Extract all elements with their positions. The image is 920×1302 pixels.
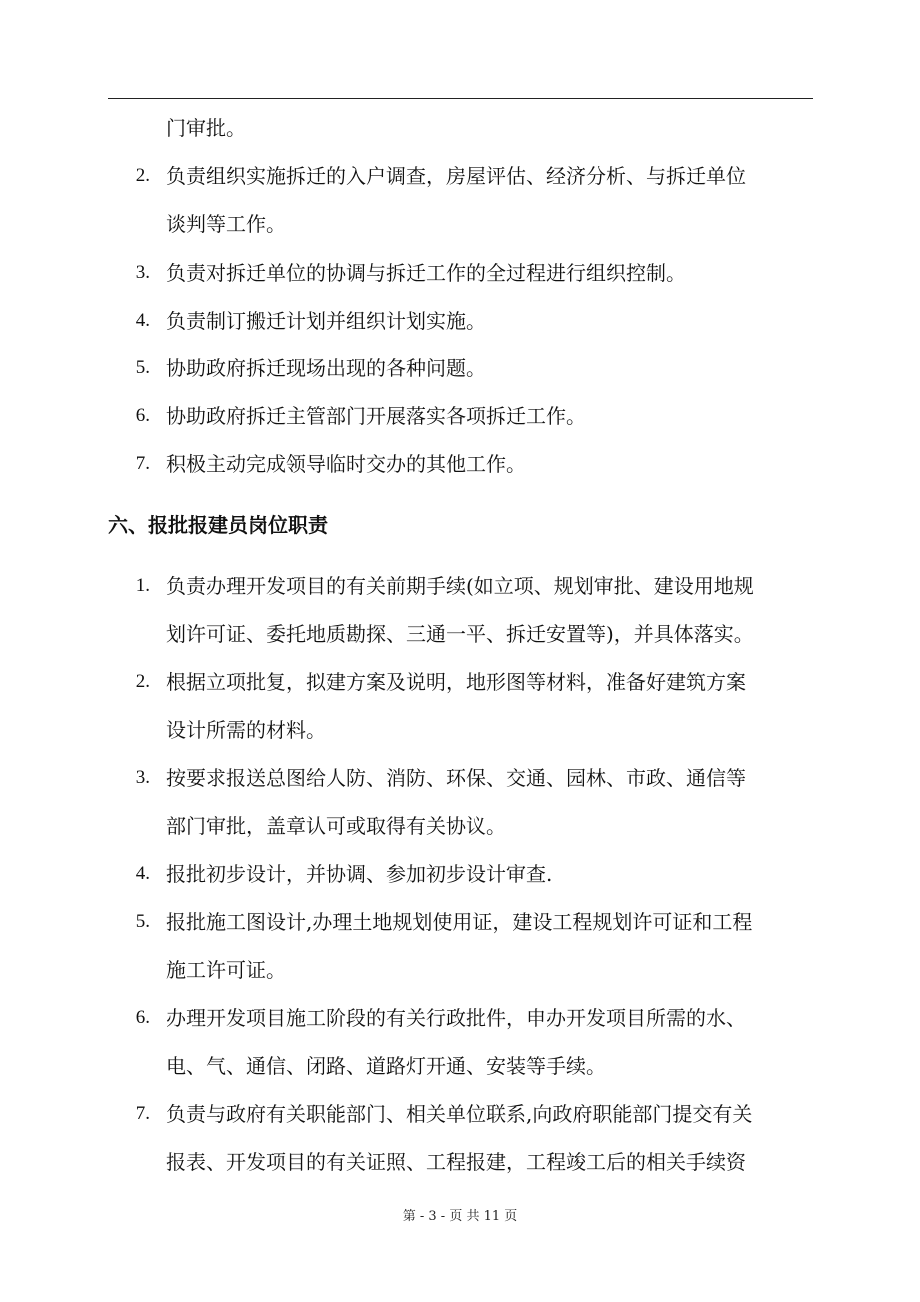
item-text: 划许可证、委托地质勘探、三通一平、拆迁安置等)，并具体落实。 (166, 622, 754, 646)
item-text: 负责制订搬迁计划并组织计划实施。 (166, 309, 486, 333)
item-number: 4. (135, 863, 150, 884)
header-rule (108, 98, 813, 99)
item-number: 7. (135, 453, 150, 474)
continuation-text: 门审批。 (166, 116, 246, 140)
item-text: 谈判等工作。 (166, 212, 286, 236)
item-number: 3. (135, 262, 150, 283)
item-text: 施工许可证。 (166, 958, 286, 982)
section-heading: 六、报批报建员岗位职责 (108, 513, 328, 537)
page-footer: 第 - 3 - 页 共 11 页 (402, 1209, 518, 1224)
item-text: 负责对拆迁单位的协调与拆迁工作的全过程进行组织控制。 (166, 261, 686, 285)
item-text: 设计所需的材料。 (166, 718, 326, 742)
item-text: 电、气、通信、闭路、道路灯开通、安装等手续。 (166, 1054, 606, 1078)
item-number: 6. (135, 405, 150, 426)
item-text: 协助政府拆迁现场出现的各种问题。 (166, 356, 486, 380)
item-text: 积极主动完成领导临时交办的其他工作。 (166, 452, 526, 476)
item-number: 3. (135, 767, 150, 788)
item-text: 负责办理开发项目的有关前期手续(如立项、规划审批、建设用地规 (166, 574, 754, 598)
item-text: 报表、开发项目的有关证照、工程报建，工程竣工后的相关手续资 (166, 1150, 746, 1174)
item-text: 按要求报送总图给人防、消防、环保、交通、园林、市政、通信等 (166, 766, 746, 790)
item-text: 办理开发项目施工阶段的有关行政批件，申办开发项目所需的水、 (166, 1006, 746, 1030)
item-text: 部门审批，盖章认可或取得有关协议。 (166, 814, 506, 838)
item-number: 7. (135, 1103, 150, 1124)
item-text: 报批初步设计，并协调、参加初步设计审查. (166, 862, 553, 886)
item-number: 4. (135, 310, 150, 331)
item-text: 报批施工图设计,办理土地规划使用证，建设工程规划许可证和工程 (166, 910, 753, 934)
item-number: 5. (135, 911, 150, 932)
item-number: 2. (135, 671, 150, 692)
item-number: 6. (135, 1007, 150, 1028)
item-text: 负责组织实施拆迁的入户调查，房屋评估、经济分析、与拆迁单位 (166, 164, 746, 188)
item-number: 5. (135, 357, 150, 378)
item-number: 1. (135, 575, 150, 596)
item-text: 根据立项批复，拟建方案及说明，地形图等材料，准备好建筑方案 (166, 670, 746, 694)
item-text: 协助政府拆迁主管部门开展落实各项拆迁工作。 (166, 404, 586, 428)
item-text: 负责与政府有关职能部门、相关单位联系,向政府职能部门提交有关 (166, 1102, 753, 1126)
item-number: 2. (135, 165, 150, 186)
